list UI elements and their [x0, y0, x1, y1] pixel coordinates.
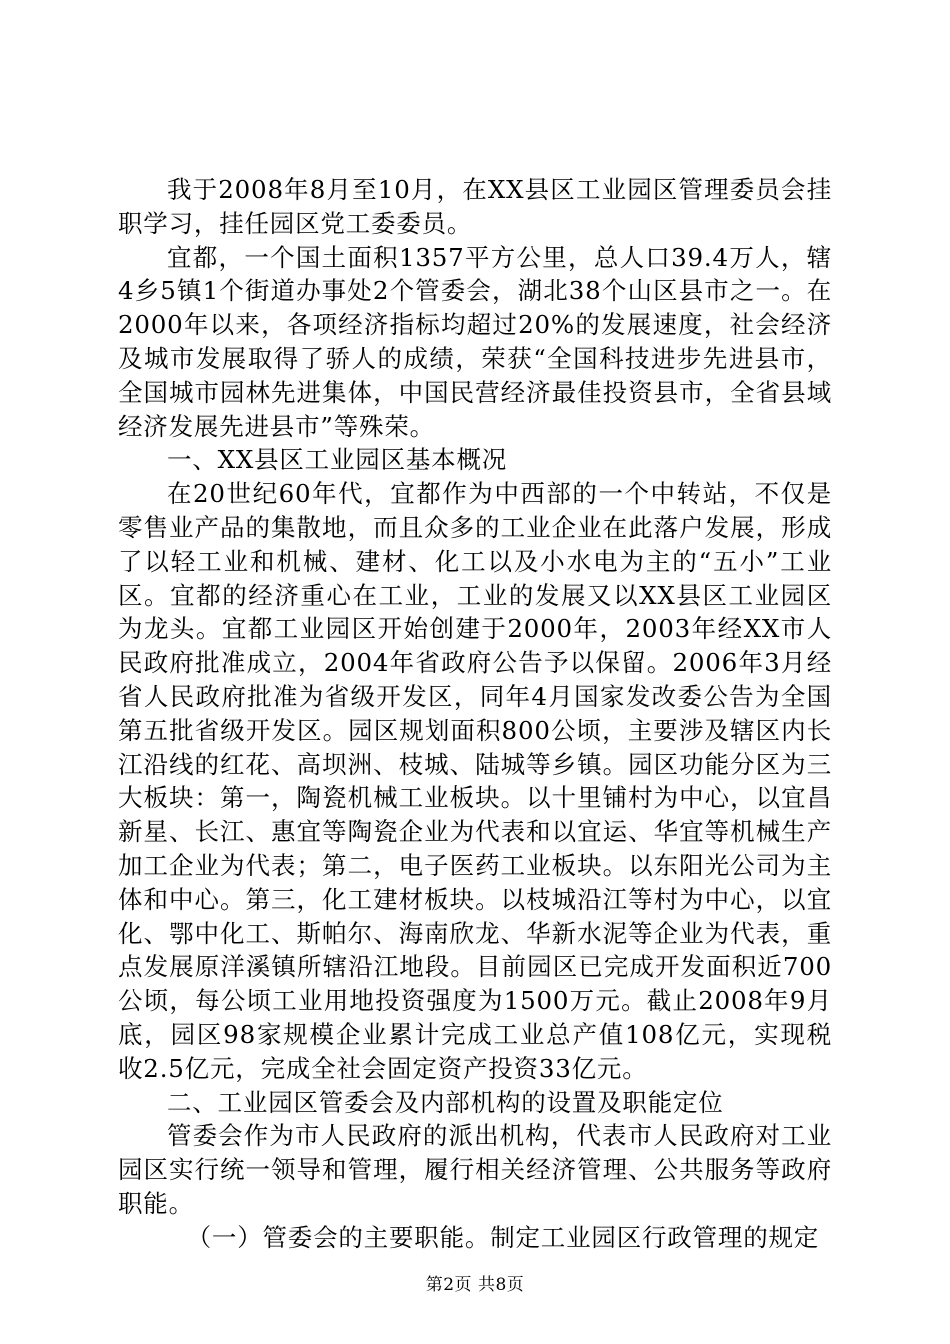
- subsection-heading-1: （一）管委会的主要职能。制定工业园区行政管理的规定: [186, 1222, 820, 1252]
- paragraph-intro: 我于2008年8月至10月，在XX县区工业园区管理委员会挂职学习，挂任园区党工委委员。: [118, 175, 832, 238]
- section-heading-1: 一、XX县区工业园区基本概况: [167, 445, 508, 475]
- document-body: [118, 173, 832, 1255]
- page-number-footer: 第2页 共8页: [425, 1275, 525, 1295]
- paragraph-park-overview: 在20世纪60年代，宜都作为中西部的一个中转站，不仅是零售业产品的集散地，而且众多的工业企业在此落户发展，形成了以轻工业和机械、建材、化工以及小水电为主的“五小”工业区。宜都的经济重心在工业，工业的发展又以XX县区工业园区为龙头。宜都工业园区开始创建于2000年，2003年经XX市人民政府批准成立，2004年省政府公告予以保留。2006年3月经省人民政府批准为省级开发区，同年4月国家发改委公告为全国第五批省级开发区。园区规划面积800公顷，主要涉及辖区内长江沿线的红花、高坝洲、枝城、陆城等乡镇。园区功能分区为三大板块：第一，陶瓷机械工业板块。以十里铺村为中心，以宜昌新星、长江、惠宜等陶瓷企业为代表和以宜运、华宜等机械生产加工企业为代表；第二，电子医药工业板块。以东阳光公司为主体和中心。第三，化工建材板块。以枝城沿江等村为中心，以宜化、鄂中化工、斯帕尔、海南欣龙、华新水泥等企业为代表，重点发展原洋溪镇所辖沿江地段。目前园区已完成开发面积近700公顷，每公顷工业用地投资强度为1500万元。截止2008年9月底，园区98家规模企业累计完成工业总产值108亿元，实现税收2.5亿元，完成全社会固定资产投资33亿元。: [118, 479, 832, 1083]
- paragraph-yidu-overview: 宜都，一个国土面积1357平方公里，总人口39.4万人，辖4乡5镇1个街道办事处2个管委会，湖北38个山区县市之一。在2000年以来，各项经济指标均超过20%的发展速度，社会经济及城市发展取得了骄人的成绩，荣获“全国科技进步先进县市，全国城市园林先进集体，中国民营经济最佳投资县市，全省县域经济发展先进县市”等殊荣。: [118, 242, 832, 441]
- paragraph-committee-role: 管委会作为市人民政府的派出机构，代表市人民政府对工业园区实行统一领导和管理，履行相关经济管理、公共服务等政府职能。: [118, 1121, 832, 1218]
- section-heading-2: 二、工业园区管委会及内部机构的设置及职能定位: [167, 1087, 724, 1117]
